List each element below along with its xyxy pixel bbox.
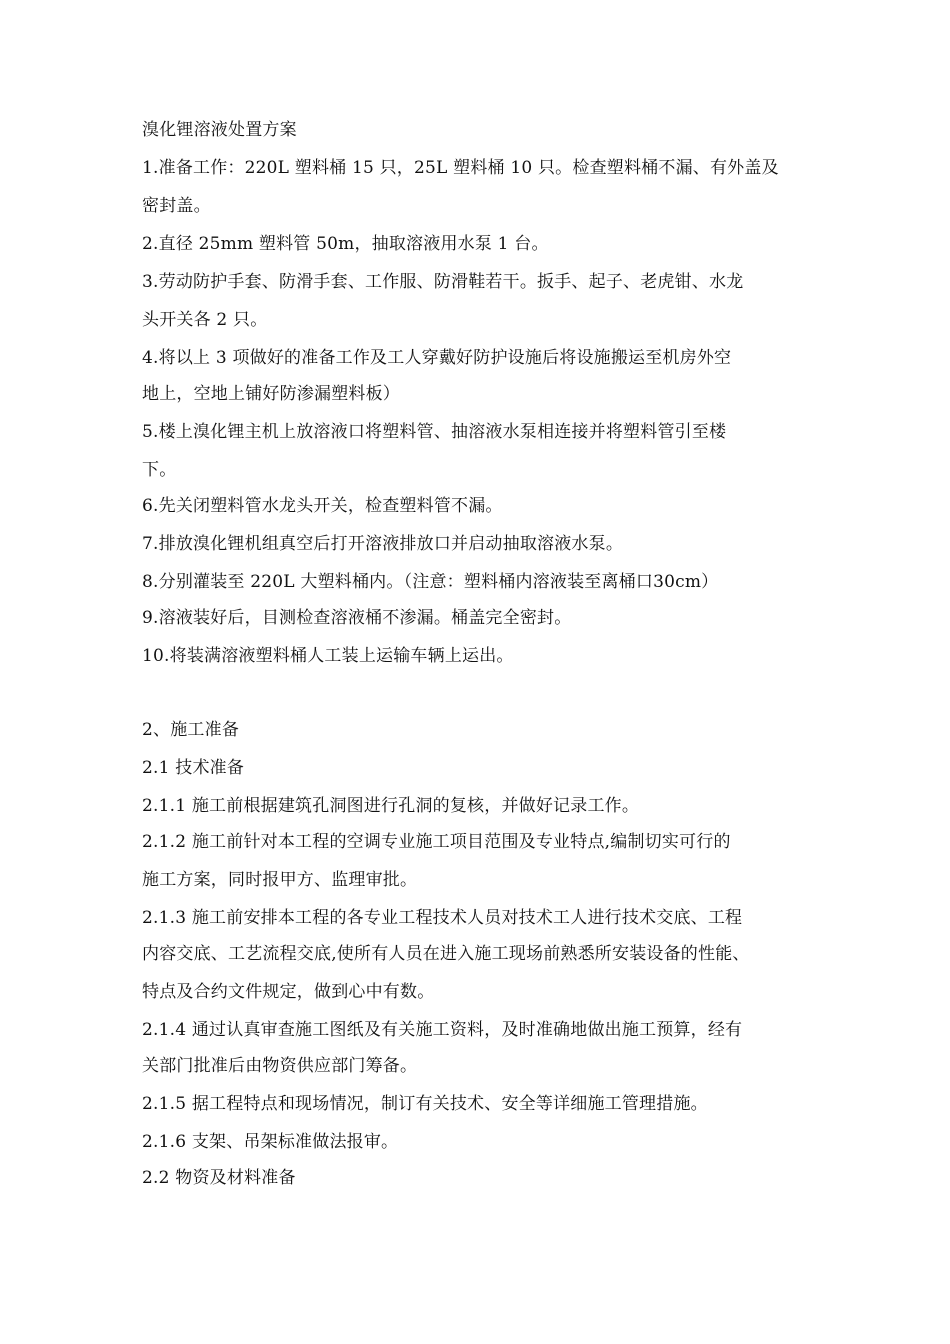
document-title: 溴化锂溶液处置方案 xyxy=(142,120,297,140)
text-line: 2.1.5 据工程特点和现场情况，制订有关技术、安全等详细施工管理措施。 xyxy=(142,1094,708,1114)
text-line: 2.1.1 施工前根据建筑孔洞图进行孔洞的复核，并做好记录工作。 xyxy=(142,796,640,816)
text-line: 密封盖。 xyxy=(142,196,211,216)
text-line: 5.楼上溴化锂主机上放溶液口将塑料管、抽溶液水泵相连接并将塑料管引至楼 xyxy=(142,422,727,442)
text-line: 10.将装满溶液塑料桶人工装上运输车辆上运出。 xyxy=(142,646,514,666)
text-line: 头开关各 2 只。 xyxy=(142,310,268,330)
text-line: 9.溶液装好后，目测检查溶液桶不渗漏。桶盖完全密封。 xyxy=(142,608,572,628)
text-line: 4.将以上 3 项做好的准备工作及工人穿戴好防护设施后将设施搬运至机房外空 xyxy=(142,348,732,368)
text-line: 8.分别灌装至 220L 大塑料桶内。（注意：塑料桶内溶液装至离桶口30cm） xyxy=(142,572,719,592)
section-heading: 2、施工准备 xyxy=(142,720,240,740)
text-line: 地上，空地上铺好防渗漏塑料板） xyxy=(142,384,400,404)
text-line: 3.劳动防护手套、防滑手套、工作服、防滑鞋若干。扳手、起子、老虎钳、水龙 xyxy=(142,272,744,292)
text-line: 6.先关闭塑料管水龙头开关，检查塑料管不漏。 xyxy=(142,496,503,516)
text-line: 特点及合约文件规定，做到心中有数。 xyxy=(142,982,435,1002)
text-line: 2.直径 25mm 塑料管 50m，抽取溶液用水泵 1 台。 xyxy=(142,234,549,254)
subsection-heading: 2.2 物资及材料准备 xyxy=(142,1168,296,1188)
text-line: 下。 xyxy=(142,460,177,480)
text-line: 内容交底、工艺流程交底,使所有人员在进入施工现场前熟悉所安装设备的性能、 xyxy=(142,944,750,964)
text-line: 2.1.3 施工前安排本工程的各专业工程技术人员对技术工人进行技术交底、工程 xyxy=(142,908,743,928)
text-line: 2.1.2 施工前针对本工程的空调专业施工项目范围及专业特点,编制切实可行的 xyxy=(142,832,731,852)
text-line: 施工方案，同时报甲方、监理审批。 xyxy=(142,870,418,890)
text-line: 关部门批准后由物资供应部门筹备。 xyxy=(142,1056,418,1076)
text-line: 2.1.6 支架、吊架标准做法报审。 xyxy=(142,1132,399,1152)
text-line: 1.准备工作：220L 塑料桶 15 只，25L 塑料桶 10 只。检查塑料桶不漏、有外盖及 xyxy=(142,158,779,178)
text-line: 7.排放溴化锂机组真空后打开溶液排放口并启动抽取溶液水泵。 xyxy=(142,534,624,554)
subsection-heading: 2.1 技术准备 xyxy=(142,758,245,778)
text-line: 2.1.4 通过认真审查施工图纸及有关施工资料，及时准确地做出施工预算，经有 xyxy=(142,1020,743,1040)
